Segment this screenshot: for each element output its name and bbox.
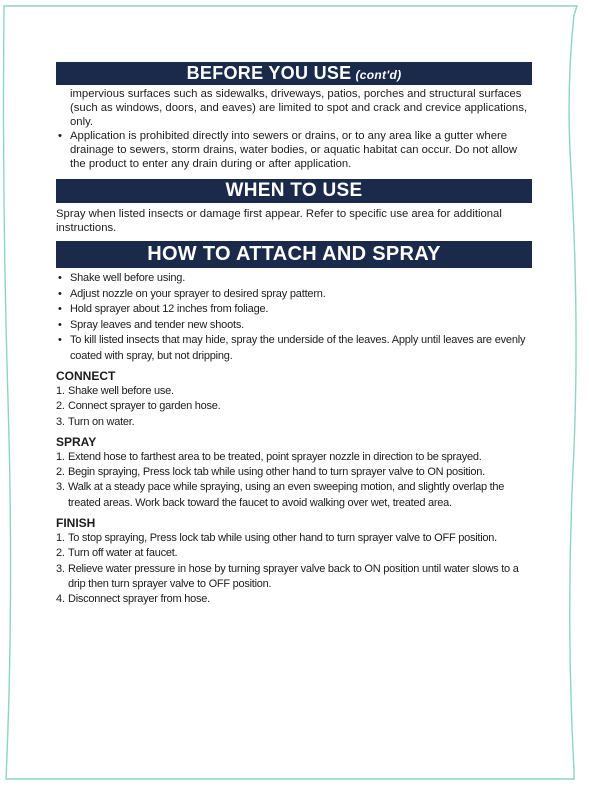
bullet-item: • To kill listed insects that may hide, spray the underside of the leaves. Apply until leaves are evenly coated with spray, but not dripping. bbox=[56, 333, 532, 364]
step-item bbox=[56, 480, 532, 511]
finish-steps bbox=[56, 531, 532, 607]
step-item bbox=[56, 399, 532, 414]
before-you-use-continued-text: impervious surfaces such as sidewalks, driveways, patios, porches and structural surfaces (such as windows, doors, and eaves) are limited to spot and crack and crevice applications, only. bbox=[70, 88, 528, 128]
step-number: 2. bbox=[56, 400, 65, 413]
spray-heading: SPRAY bbox=[56, 434, 97, 449]
step-item bbox=[56, 415, 532, 430]
step-number: 4. bbox=[56, 593, 65, 606]
step-text: Shake well before use. bbox=[68, 385, 174, 397]
step-number: 3. bbox=[56, 415, 65, 428]
step-text: Connect sprayer to garden hose. bbox=[68, 400, 221, 413]
step-number: 3. bbox=[56, 562, 65, 575]
step-item bbox=[56, 592, 532, 607]
step-text: Relieve water pressure in hose by turning sprayer valve back to ON position until water slows to a drip then turn sprayer valve to OFF position. bbox=[68, 562, 519, 590]
step-text: Extend hose to farthest area to be treated, point sprayer nozzle in direction to be sprayed. bbox=[68, 450, 482, 463]
bullet-item: • Shake well before using. bbox=[56, 271, 532, 287]
before-you-use-title: BEFORE YOU USE bbox=[186, 63, 352, 83]
step-item bbox=[56, 546, 532, 561]
step-number: 2. bbox=[56, 547, 65, 560]
step-number: 1. bbox=[56, 532, 65, 545]
step-item bbox=[56, 531, 532, 546]
step-text: Turn on water. bbox=[68, 415, 135, 428]
finish-heading: FINISH bbox=[56, 516, 96, 531]
connect-heading: CONNECT bbox=[56, 369, 116, 383]
step-number: 1. bbox=[56, 450, 65, 463]
when-to-use-title: WHEN TO USE bbox=[225, 180, 363, 201]
bullet-item: • Application is prohibited directly into sewers or drains, or to any area like a gutter where drainage to sewers, storm drains, water bodies, or aquatic habitat can occur. Do not allow the product to enter any drain during or after application. bbox=[56, 129, 532, 171]
label-content bbox=[56, 62, 532, 608]
when-to-use-text: Spray when listed insects or damage first appear. Refer to specific use area for additional instructions. bbox=[56, 208, 502, 234]
before-you-use-banner bbox=[56, 62, 532, 85]
step-text: Disconnect sprayer from hose. bbox=[68, 593, 210, 606]
bullet-item: • Spray leaves and tender new shoots. bbox=[56, 318, 532, 334]
bullet-item: • Adjust nozzle on your sprayer to desired spray pattern. bbox=[56, 287, 532, 303]
step-text: Walk at a steady pace while spraying, using an even sweeping motion, and slightly overlap the treated areas. Work back toward the faucet to avoid walking over wet, treated area. bbox=[68, 481, 505, 509]
step-item bbox=[56, 465, 532, 480]
how-to-attach-banner bbox=[56, 241, 532, 268]
before-you-use-bullets bbox=[56, 129, 532, 171]
step-item bbox=[56, 562, 532, 593]
step-number: 2. bbox=[56, 466, 65, 479]
bullet-item: • Hold sprayer about 12 inches from foliage. bbox=[56, 302, 532, 318]
before-you-use-title-suffix: (cont'd) bbox=[355, 68, 402, 82]
spray-steps bbox=[56, 450, 532, 511]
how-to-bullets bbox=[56, 271, 532, 364]
step-number: 1. bbox=[56, 385, 65, 397]
connect-steps bbox=[56, 384, 532, 430]
step-item bbox=[56, 384, 532, 399]
step-text: Begin spraying, Press lock tab while using other hand to turn sprayer valve to ON position. bbox=[68, 466, 485, 479]
how-to-attach-title: HOW TO ATTACH AND SPRAY bbox=[147, 243, 441, 265]
step-text: To stop spraying, Press lock tab while using other hand to turn sprayer valve to OFF position. bbox=[68, 532, 497, 545]
step-number: 3. bbox=[56, 481, 65, 494]
step-item bbox=[56, 450, 532, 465]
step-text: Turn off water at faucet. bbox=[68, 547, 178, 560]
when-to-use-banner bbox=[56, 179, 532, 203]
